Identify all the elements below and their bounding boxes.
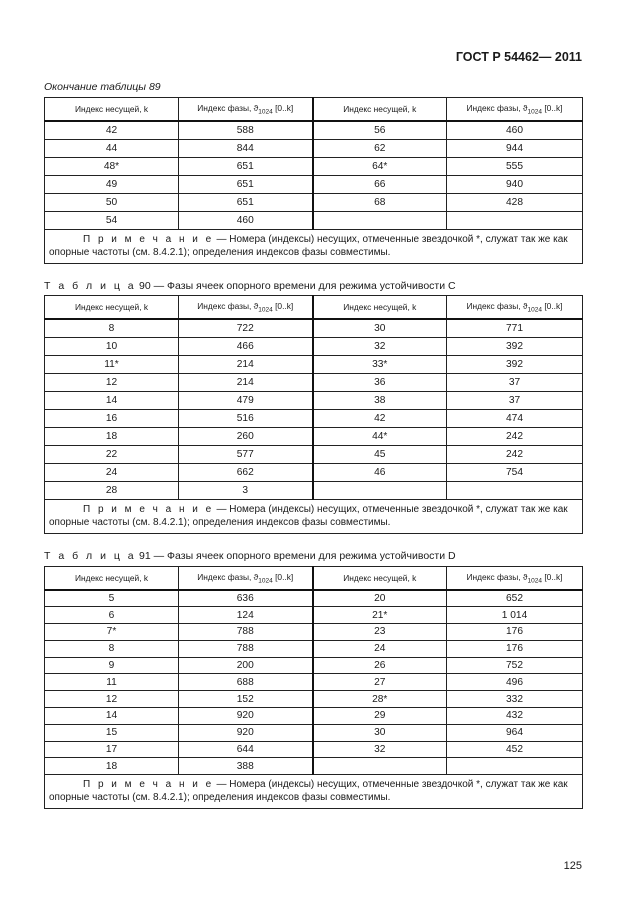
carrier-index-cell bbox=[313, 481, 447, 499]
carrier-index-cell: 5 bbox=[45, 590, 179, 607]
phase-index-cell: 214 bbox=[179, 373, 313, 391]
theta-symbol: $ϑ_{1024}$ bbox=[520, 102, 542, 116]
theta-symbol: $ϑ_{1024}$ bbox=[520, 571, 542, 585]
phase-index-cell bbox=[447, 758, 583, 775]
carrier-index-cell: 42 bbox=[45, 121, 179, 139]
carrier-index-cell: 14 bbox=[45, 391, 179, 409]
carrier-index-cell: 21* bbox=[313, 607, 447, 624]
carrier-index-cell: 32 bbox=[313, 337, 447, 355]
phase-index-cell: 452 bbox=[447, 741, 583, 758]
carrier-index-cell: 29 bbox=[313, 708, 447, 725]
table-row bbox=[45, 724, 583, 741]
phase-index-cell: 474 bbox=[447, 409, 583, 427]
phase-index-cell: 332 bbox=[447, 691, 583, 708]
carrier-index-cell: 8 bbox=[45, 319, 179, 337]
header-phase-label: Индекс фазы, bbox=[197, 102, 252, 113]
carrier-index-cell: 36 bbox=[313, 373, 447, 391]
carrier-index-cell: 18 bbox=[45, 758, 179, 775]
phase-index-cell: 920 bbox=[179, 708, 313, 725]
table-row bbox=[45, 607, 583, 624]
table-row bbox=[45, 391, 583, 409]
table90-caption bbox=[44, 280, 456, 292]
phase-index-cell: 688 bbox=[179, 674, 313, 691]
phase-index-cell: 242 bbox=[447, 445, 583, 463]
carrier-index-cell: 11* bbox=[45, 355, 179, 373]
carrier-index-cell: 22 bbox=[45, 445, 179, 463]
phase-index-cell: 771 bbox=[447, 319, 583, 337]
carrier-index-cell: 62 bbox=[313, 139, 447, 157]
table-row bbox=[45, 175, 583, 193]
header-carrier-index: Индекс несущей, k bbox=[313, 296, 447, 320]
carrier-index-cell: 23 bbox=[313, 624, 447, 641]
table91 bbox=[44, 566, 583, 809]
phase-index-cell: 940 bbox=[447, 175, 583, 193]
header-phase-range: [0..k] bbox=[275, 102, 294, 113]
phase-index-cell: 392 bbox=[447, 355, 583, 373]
header-phase-index bbox=[447, 296, 583, 320]
header-phase-range: [0..k] bbox=[544, 300, 563, 311]
carrier-index-cell: 48* bbox=[45, 157, 179, 175]
phase-index-cell: 496 bbox=[447, 674, 583, 691]
carrier-index-cell: 68 bbox=[313, 193, 447, 211]
phase-index-cell: 479 bbox=[179, 391, 313, 409]
table-row bbox=[45, 481, 583, 499]
carrier-index-cell: 14 bbox=[45, 708, 179, 725]
header-phase-index bbox=[179, 296, 313, 320]
carrier-index-cell bbox=[313, 758, 447, 775]
carrier-index-cell: 46 bbox=[313, 463, 447, 481]
theta-symbol: $ϑ_{1024}$ bbox=[251, 300, 273, 314]
carrier-index-cell: 49 bbox=[45, 175, 179, 193]
phase-index-cell: 651 bbox=[179, 175, 313, 193]
table-row bbox=[45, 373, 583, 391]
phase-index-cell: 788 bbox=[179, 624, 313, 641]
header-phase-range: [0..k] bbox=[275, 571, 294, 582]
phase-index-cell: 651 bbox=[179, 157, 313, 175]
carrier-index-cell: 44 bbox=[45, 139, 179, 157]
phase-index-cell: 200 bbox=[179, 657, 313, 674]
table-row bbox=[45, 427, 583, 445]
table-row bbox=[45, 741, 583, 758]
standard-header: ГОСТ Р 54462— 2011 bbox=[455, 50, 582, 64]
header-phase-index bbox=[447, 98, 583, 122]
table-row bbox=[45, 463, 583, 481]
phase-index-cell: 242 bbox=[447, 427, 583, 445]
phase-index-cell: 176 bbox=[447, 640, 583, 657]
header-phase-label: Индекс фазы, bbox=[466, 571, 521, 582]
table-note bbox=[45, 229, 583, 263]
table-row bbox=[45, 121, 583, 139]
table90-caption-label: Т а б л и ц а bbox=[44, 280, 137, 292]
phase-index-cell: 460 bbox=[447, 121, 583, 139]
phase-index-cell: 124 bbox=[179, 607, 313, 624]
carrier-index-cell: 10 bbox=[45, 337, 179, 355]
table-row bbox=[45, 211, 583, 229]
header-phase-range: [0..k] bbox=[275, 300, 294, 311]
phase-index-cell: 722 bbox=[179, 319, 313, 337]
phase-index-cell: 636 bbox=[179, 590, 313, 607]
table-row bbox=[45, 409, 583, 427]
table-row bbox=[45, 139, 583, 157]
table-row bbox=[45, 445, 583, 463]
carrier-index-cell: 15 bbox=[45, 724, 179, 741]
table-row bbox=[45, 355, 583, 373]
phase-index-cell: 1 014 bbox=[447, 607, 583, 624]
phase-index-cell bbox=[447, 481, 583, 499]
carrier-index-cell: 24 bbox=[45, 463, 179, 481]
carrier-index-cell: 26 bbox=[313, 657, 447, 674]
carrier-index-cell: 28 bbox=[45, 481, 179, 499]
carrier-index-cell: 20 bbox=[313, 590, 447, 607]
carrier-index-cell: 9 bbox=[45, 657, 179, 674]
phase-index-cell: 214 bbox=[179, 355, 313, 373]
carrier-index-cell: 12 bbox=[45, 691, 179, 708]
phase-index-cell: 388 bbox=[179, 758, 313, 775]
note-label: П р и м е ч а н и е bbox=[83, 503, 214, 515]
table-row bbox=[45, 640, 583, 657]
theta-symbol: $ϑ_{1024}$ bbox=[251, 102, 273, 116]
table-row bbox=[45, 319, 583, 337]
table-row bbox=[45, 708, 583, 725]
note-label: П р и м е ч а н и е bbox=[83, 779, 214, 791]
table90-caption-text: 90 — Фазы ячеек опорного времени для режима устойчивости C bbox=[139, 280, 456, 292]
carrier-index-cell: 64* bbox=[313, 157, 447, 175]
carrier-index-cell: 24 bbox=[313, 640, 447, 657]
header-phase-label: Индекс фазы, bbox=[466, 300, 521, 311]
header-carrier-index: Индекс несущей, k bbox=[45, 567, 179, 591]
header-phase-index bbox=[179, 98, 313, 122]
note-label: П р и м е ч а н и е bbox=[83, 233, 214, 245]
phase-index-cell: 754 bbox=[447, 463, 583, 481]
table-row bbox=[45, 337, 583, 355]
carrier-index-cell: 44* bbox=[313, 427, 447, 445]
phase-index-cell: 466 bbox=[179, 337, 313, 355]
note-text: — Номера (индексы) несущих, отмеченные звездочкой *, служат так же как опорные частоты (см. 8.4.2.1); определения индексов фазы совместимы. bbox=[49, 233, 568, 258]
phase-index-cell: 176 bbox=[447, 624, 583, 641]
carrier-index-cell: 8 bbox=[45, 640, 179, 657]
phase-index-cell: 152 bbox=[179, 691, 313, 708]
table-row bbox=[45, 657, 583, 674]
carrier-index-cell: 6 bbox=[45, 607, 179, 624]
table91-caption-label: Т а б л и ц а bbox=[44, 550, 137, 562]
carrier-index-cell: 56 bbox=[313, 121, 447, 139]
phase-index-cell: 752 bbox=[447, 657, 583, 674]
table-row bbox=[45, 674, 583, 691]
header-carrier-index: Индекс несущей, k bbox=[313, 98, 447, 122]
phase-index-cell: 662 bbox=[179, 463, 313, 481]
carrier-index-cell: 16 bbox=[45, 409, 179, 427]
phase-index-cell: 944 bbox=[447, 139, 583, 157]
carrier-index-cell: 28* bbox=[313, 691, 447, 708]
note-text: — Номера (индексы) несущих, отмеченные звездочкой *, служат так же как опорные частоты (см. 8.4.2.1); определения индексов фазы совместимы. bbox=[49, 503, 568, 528]
carrier-index-cell: 42 bbox=[313, 409, 447, 427]
theta-symbol: $ϑ_{1024}$ bbox=[251, 571, 273, 585]
phase-index-cell: 260 bbox=[179, 427, 313, 445]
header-phase-index bbox=[179, 567, 313, 591]
phase-index-cell: 964 bbox=[447, 724, 583, 741]
page-number: 125 bbox=[563, 860, 582, 872]
header-phase-index bbox=[447, 567, 583, 591]
phase-index-cell: 652 bbox=[447, 590, 583, 607]
note-text: — Номера (индексы) несущих, отмеченные звездочкой *, служат так же как опорные частоты (см. 8.4.2.1); определения индексов фазы совместимы. bbox=[49, 779, 568, 804]
phase-index-cell: 788 bbox=[179, 640, 313, 657]
header-phase-range: [0..k] bbox=[544, 571, 563, 582]
table89-caption: Окончание таблицы 89 bbox=[44, 81, 161, 93]
table91-caption-text: 91 — Фазы ячеек опорного времени для режима устойчивости D bbox=[139, 550, 456, 562]
table-row bbox=[45, 624, 583, 641]
phase-index-cell: 844 bbox=[179, 139, 313, 157]
phase-index-cell: 428 bbox=[447, 193, 583, 211]
carrier-index-cell bbox=[313, 211, 447, 229]
carrier-index-cell: 11 bbox=[45, 674, 179, 691]
header-phase-label: Индекс фазы, bbox=[197, 571, 252, 582]
carrier-index-cell: 33* bbox=[313, 355, 447, 373]
table-row bbox=[45, 590, 583, 607]
carrier-index-cell: 45 bbox=[313, 445, 447, 463]
carrier-index-cell: 30 bbox=[313, 724, 447, 741]
phase-index-cell: 516 bbox=[179, 409, 313, 427]
carrier-index-cell: 32 bbox=[313, 741, 447, 758]
carrier-index-cell: 54 bbox=[45, 211, 179, 229]
theta-symbol: $ϑ_{1024}$ bbox=[520, 300, 542, 314]
phase-index-cell: 577 bbox=[179, 445, 313, 463]
phase-index-cell: 3 bbox=[179, 481, 313, 499]
carrier-index-cell: 38 bbox=[313, 391, 447, 409]
carrier-index-cell: 50 bbox=[45, 193, 179, 211]
carrier-index-cell: 66 bbox=[313, 175, 447, 193]
table-row bbox=[45, 758, 583, 775]
carrier-index-cell: 17 bbox=[45, 741, 179, 758]
table91-caption bbox=[44, 550, 456, 562]
phase-index-cell: 460 bbox=[179, 211, 313, 229]
phase-index-cell: 644 bbox=[179, 741, 313, 758]
phase-index-cell: 37 bbox=[447, 373, 583, 391]
header-phase-range: [0..k] bbox=[544, 102, 563, 113]
table90 bbox=[44, 295, 583, 534]
carrier-index-cell: 12 bbox=[45, 373, 179, 391]
phase-index-cell: 432 bbox=[447, 708, 583, 725]
header-carrier-index: Индекс несущей, k bbox=[313, 567, 447, 591]
header-carrier-index: Индекс несущей, k bbox=[45, 296, 179, 320]
carrier-index-cell: 30 bbox=[313, 319, 447, 337]
phase-index-cell bbox=[447, 211, 583, 229]
carrier-index-cell: 18 bbox=[45, 427, 179, 445]
header-carrier-index: Индекс несущей, k bbox=[45, 98, 179, 122]
phase-index-cell: 588 bbox=[179, 121, 313, 139]
table-row bbox=[45, 193, 583, 211]
carrier-index-cell: 27 bbox=[313, 674, 447, 691]
phase-index-cell: 392 bbox=[447, 337, 583, 355]
table-note bbox=[45, 499, 583, 533]
table89 bbox=[44, 97, 583, 264]
phase-index-cell: 651 bbox=[179, 193, 313, 211]
carrier-index-cell: 7* bbox=[45, 624, 179, 641]
table-row bbox=[45, 157, 583, 175]
phase-index-cell: 555 bbox=[447, 157, 583, 175]
header-phase-label: Индекс фазы, bbox=[197, 300, 252, 311]
phase-index-cell: 37 bbox=[447, 391, 583, 409]
phase-index-cell: 920 bbox=[179, 724, 313, 741]
header-phase-label: Индекс фазы, bbox=[466, 102, 521, 113]
table-note bbox=[45, 775, 583, 809]
table-row bbox=[45, 691, 583, 708]
